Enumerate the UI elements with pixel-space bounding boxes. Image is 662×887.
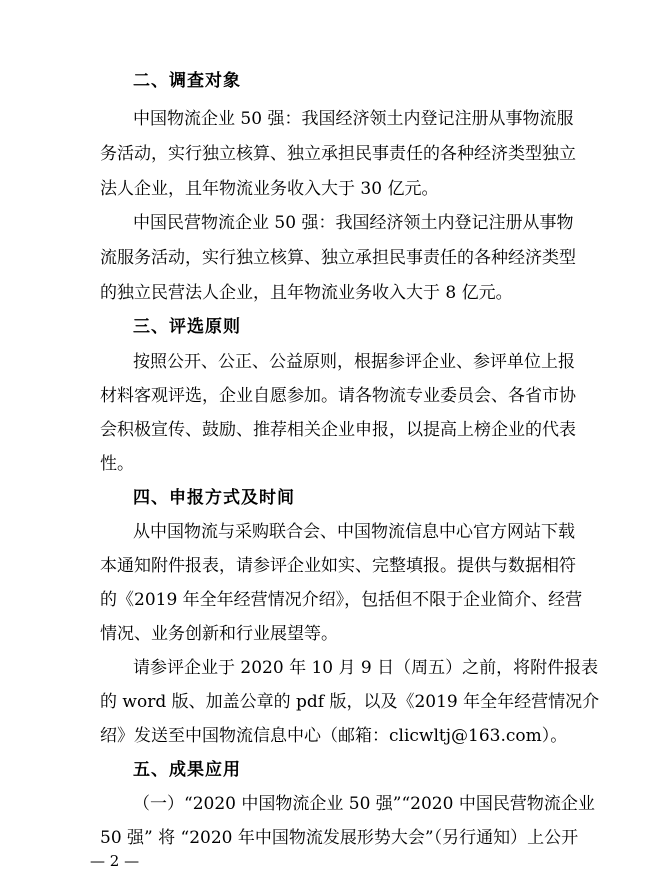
paragraph-line: 情况、业务创新和行业展望等。 (100, 624, 338, 644)
paragraph-line: 请参评企业于 2020 年 10 月 9 日（周五）之前，将附件报表 (133, 658, 599, 678)
paragraph-line: 性。 (100, 454, 134, 474)
paragraph-line: 绍》发送至中国物流信息中心（邮箱：clicwltj@163.com）。 (100, 726, 568, 746)
paragraph-line: 50 强” 将 “2020 年中国物流发展形势大会”（另行通知）上公开 (100, 828, 579, 848)
paragraph-line: 材料客观评选，企业自愿参加。请各物流专业委员会、各省市协 (100, 386, 576, 406)
paragraph-line: 务活动，实行独立核算、独立承担民事责任的各种经济类型独立 (100, 144, 576, 164)
paragraph-line: （一）“2020 中国物流企业 50 强”“2020 中国民营物流企业 (133, 794, 595, 814)
section-heading-2: 二、调查对象 (133, 71, 241, 91)
paragraph-line: 会积极宣传、鼓励、推荐相关企业申报，以提高上榜企业的代表 (100, 420, 576, 440)
paragraph-line: 中国物流企业 50 强：我国经济领土内登记注册从事物流服 (133, 109, 574, 129)
paragraph-line: 的独立民营法人企业，且年物流业务收入大于 8 亿元。 (100, 283, 513, 303)
paragraph-line: 的 word 版、加盖公章的 pdf 版，以及《2019 年全年经营情况介 (100, 692, 600, 712)
paragraph-line: 中国民营物流企业 50 强：我国经济领土内登记注册从事物 (133, 213, 574, 233)
section-heading-4: 四、申报方式及时间 (133, 488, 295, 508)
paragraph-line: 的《2019 年全年经营情况介绍》，包括但不限于企业简介、经营 (100, 590, 583, 610)
paragraph-line: 法人企业，且年物流业务收入大于 30 亿元。 (100, 179, 439, 199)
section-heading-3: 三、评选原则 (133, 317, 241, 337)
paragraph-line: 按照公开、公正、公益原则，根据参评企业、参评单位上报 (133, 352, 575, 372)
paragraph-line: 从中国物流与采购联合会、中国物流信息中心官方网站下载 (133, 522, 575, 542)
paragraph-line: 流服务活动，实行独立核算、独立承担民事责任的各种经济类型 (100, 248, 576, 268)
section-heading-5: 五、成果应用 (133, 760, 241, 780)
page-number: — 2 — (90, 852, 140, 870)
paragraph-line: 本通知附件报表，请参评企业如实、完整填报。提供与数据相符 (100, 556, 576, 576)
